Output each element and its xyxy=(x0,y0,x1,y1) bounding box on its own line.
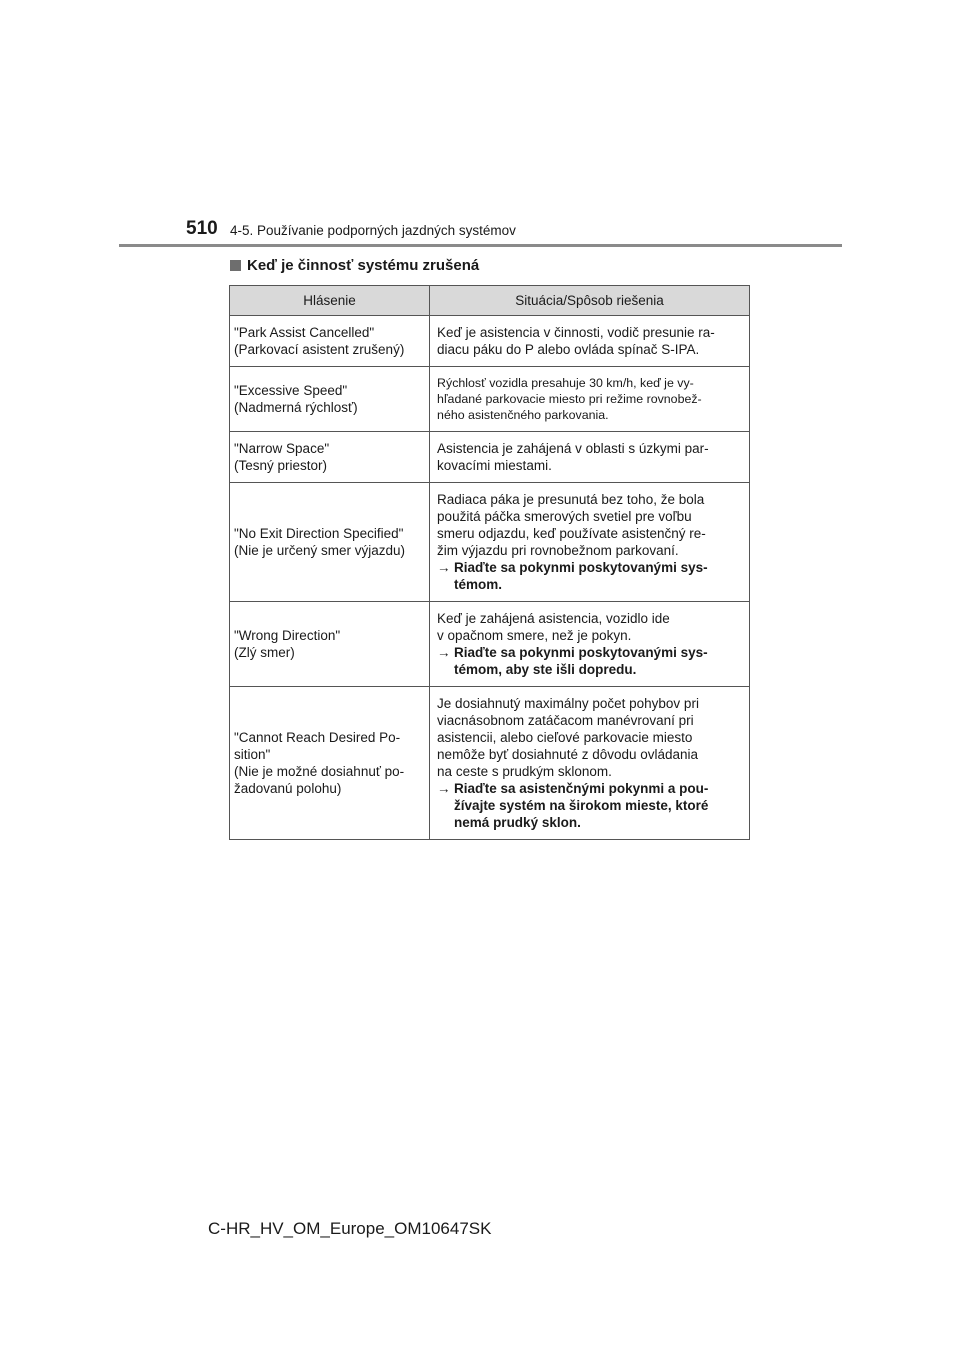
message-line: "Wrong Direction" xyxy=(234,628,341,643)
message-cell xyxy=(230,602,430,687)
table-row xyxy=(230,483,750,602)
solution-cell xyxy=(430,687,750,840)
message-line: (Tesný priestor) xyxy=(234,458,328,473)
action-line: nemá prudký sklon. xyxy=(454,815,581,830)
message-cell xyxy=(230,687,430,840)
solution-line: na ceste s prudkým sklonom. xyxy=(437,764,612,779)
message-cell xyxy=(230,367,430,432)
arrow-icon: → xyxy=(437,781,451,796)
solution-line: kovacími miestami. xyxy=(437,458,552,473)
arrow-icon: → xyxy=(437,645,451,660)
message-line: (Zlý smer) xyxy=(234,645,295,660)
action-line: Riaďte sa asistenčnými pokynmi a pou- xyxy=(454,781,709,796)
message-line: (Nadmerná rýchlosť) xyxy=(234,400,358,415)
table-body xyxy=(230,316,750,840)
message-line: (Nie je určený smer výjazdu) xyxy=(234,543,406,558)
message-line: "Narrow Space" xyxy=(234,441,330,456)
message-line: "No Exit Direction Specified" xyxy=(234,526,404,541)
message-line: sition" xyxy=(234,747,271,762)
message-table xyxy=(229,285,750,840)
message-cell xyxy=(230,432,430,483)
solution-line: Radiaca páka je presunutá bez toho, že bola xyxy=(437,492,705,507)
solution-line: diacu páku do P alebo ovláda spínač S-IPA. xyxy=(437,342,700,357)
solution-line: v opačnom smere, než je pokyn. xyxy=(437,628,632,643)
solution-line: žim výjazdu pri rovnobežnom parkovaní. xyxy=(437,543,679,558)
action-line: žívajte systém na širokom mieste, ktoré xyxy=(454,798,709,813)
column-header-solution: Situácia/Spôsob riešenia xyxy=(430,286,750,316)
solution-cell xyxy=(430,602,750,687)
action-instruction xyxy=(437,559,746,593)
footer-document-id: C-HR_HV_OM_Europe_OM10647SK xyxy=(208,1219,492,1238)
table-row xyxy=(230,432,750,483)
message-line: (Nie je možné dosiahnuť po- xyxy=(234,764,405,779)
solution-cell xyxy=(430,432,750,483)
message-cell xyxy=(230,316,430,367)
table-row xyxy=(230,687,750,840)
table-row xyxy=(230,316,750,367)
solution-line: hľadané parkovacie miesto pri režime rovnobež- xyxy=(437,392,702,406)
action-instruction xyxy=(437,780,746,831)
solution-line: Je dosiahnutý maximálny počet pohybov pri xyxy=(437,696,699,711)
table-header-row xyxy=(230,286,750,316)
solution-line: Keď je zahájená asistencia, vozidlo ide xyxy=(437,611,670,626)
action-line: témom, aby ste išli dopredu. xyxy=(454,662,637,677)
solution-cell xyxy=(430,316,750,367)
action-line: témom. xyxy=(454,577,503,592)
solution-line: Keď je asistencia v činnosti, vodič presunie ra- xyxy=(437,325,715,340)
solution-line: smeru odjazdu, keď používate asistenčný re- xyxy=(437,526,706,541)
page-number: 510 xyxy=(186,218,218,239)
square-bullet-icon xyxy=(230,260,241,271)
message-line: "Park Assist Cancelled" xyxy=(234,325,375,340)
table-row xyxy=(230,367,750,432)
action-line: Riaďte sa pokynmi poskytovanými sys- xyxy=(454,560,708,575)
section-title: Keď je činnosť systému zrušená xyxy=(247,257,480,274)
message-line: "Cannot Reach Desired Po- xyxy=(234,730,401,745)
solution-line: použitá páčka smerových svetiel pre voľbu xyxy=(437,509,692,524)
solution-line: Asistencia je zahájená v oblasti s úzkymi par- xyxy=(437,441,709,456)
message-line: (Parkovací asistent zrušený) xyxy=(234,342,405,357)
action-instruction xyxy=(437,644,746,678)
solution-line: asistencii, alebo cieľové parkovacie miesto xyxy=(437,730,693,745)
column-header-message: Hlásenie xyxy=(230,286,430,316)
arrow-icon: → xyxy=(437,560,451,575)
header-divider xyxy=(119,244,842,247)
table-row xyxy=(230,602,750,687)
solution-line: nemôže byť dosiahnuté z dôvodu ovládania xyxy=(437,747,699,762)
message-line: "Excessive Speed" xyxy=(234,383,348,398)
solution-line: ného asistenčného parkovania. xyxy=(437,408,609,422)
chapter-title: 4-5. Používanie podporných jazdných systémov xyxy=(230,223,516,238)
solution-line: Rýchlosť vozidla presahuje 30 km/h, keď je vy- xyxy=(437,376,694,390)
solution-cell xyxy=(430,483,750,602)
section-heading xyxy=(230,257,479,274)
message-cell xyxy=(230,483,430,602)
solution-cell xyxy=(430,367,750,432)
solution-line: viacnásobnom zatáčacom manévrovaní pri xyxy=(437,713,694,728)
action-line: Riaďte sa pokynmi poskytovanými sys- xyxy=(454,645,708,660)
message-line: žadovanú polohu) xyxy=(234,781,342,796)
